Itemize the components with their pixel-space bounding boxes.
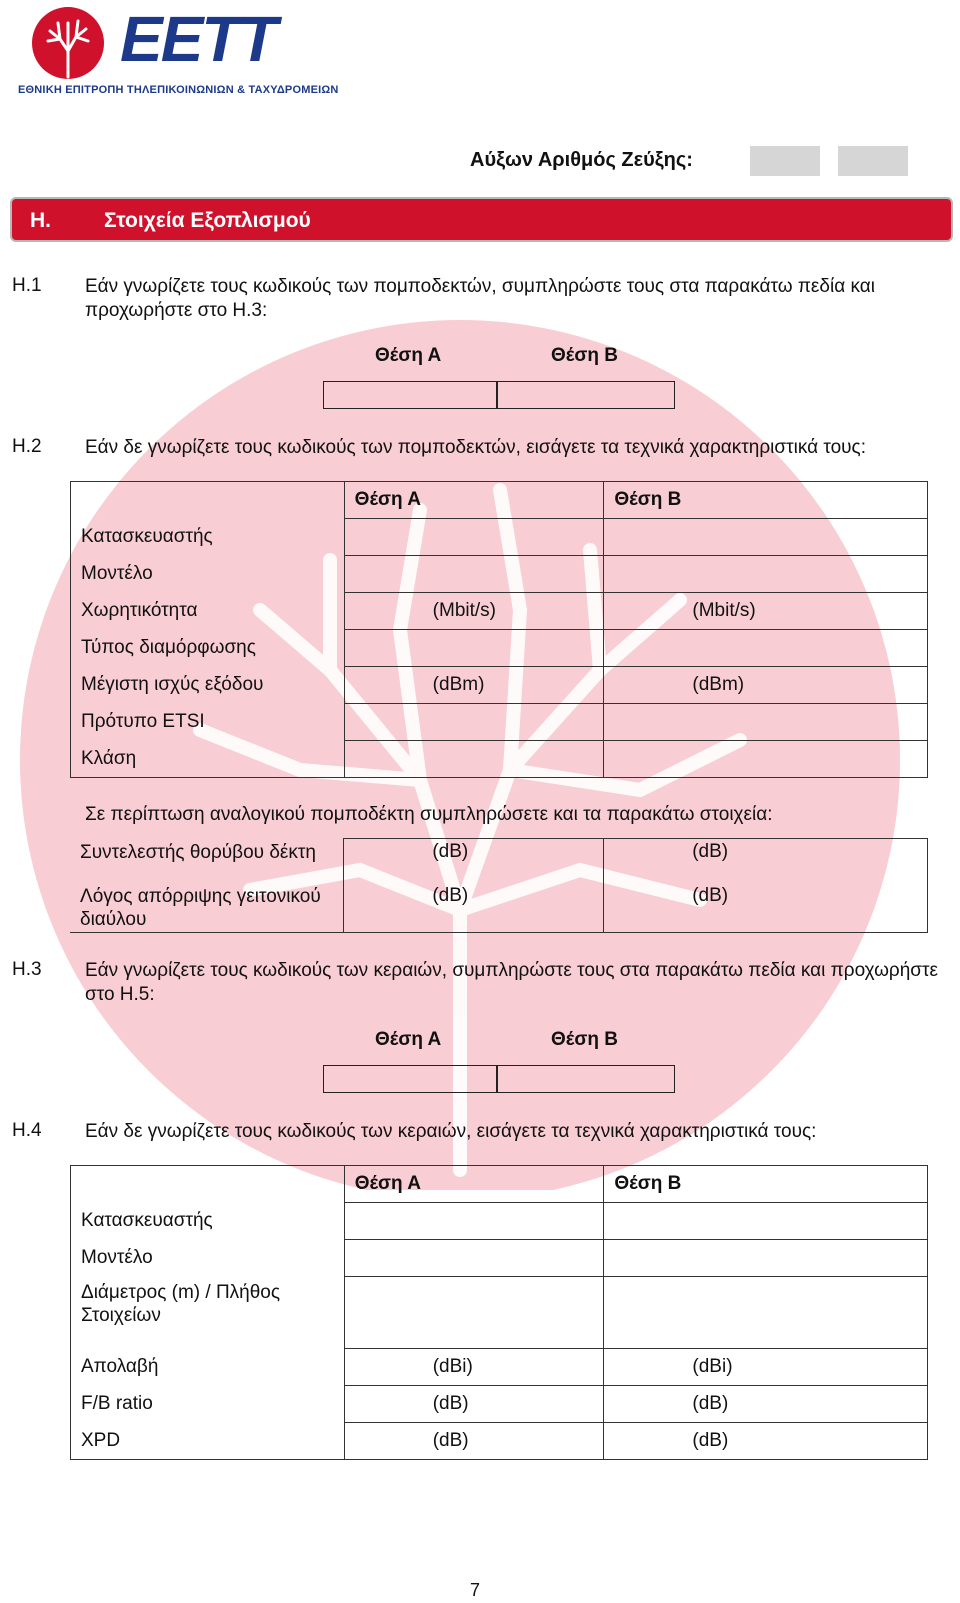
- h2-analog-table: [70, 838, 928, 933]
- section-number: Η.: [30, 209, 51, 232]
- h3-position-b-heading: Θέση Β: [551, 1029, 618, 1050]
- table-row: [70, 885, 928, 933]
- cell-position-b[interactable]: [604, 630, 928, 667]
- row-label: F/B ratio: [71, 1386, 345, 1423]
- eett-logo-text: EETT: [120, 3, 276, 75]
- section-title: Στοιχεία Εξοπλισμού: [104, 209, 311, 232]
- serial-number-field-2[interactable]: [838, 146, 908, 176]
- cell-position-b[interactable]: (dBi): [604, 1349, 928, 1386]
- cell-position-b[interactable]: (dB): [604, 1423, 928, 1460]
- cell-position-b[interactable]: [604, 1203, 928, 1240]
- cell-position-a[interactable]: (Mbit/s): [344, 593, 604, 630]
- table-row: [71, 630, 928, 667]
- table-row: [71, 741, 928, 778]
- row-label: Απολαβή: [71, 1349, 345, 1386]
- table-header-blank: [71, 1166, 345, 1203]
- cell-position-a[interactable]: (dBm): [344, 667, 604, 704]
- h3-antenna-code-b-input[interactable]: [496, 1065, 675, 1093]
- cell-position-b[interactable]: (dB): [604, 885, 928, 933]
- cell-position-a[interactable]: [344, 519, 604, 556]
- h4-antenna-table: [70, 1165, 928, 1460]
- cell-position-a[interactable]: [344, 1203, 604, 1240]
- item-number-h1: Η.1: [12, 275, 42, 296]
- row-label: Χωρητικότητα: [71, 593, 345, 630]
- table-row: [71, 1277, 928, 1349]
- cell-position-a[interactable]: (dBi): [344, 1349, 604, 1386]
- h3-antenna-code-a-input[interactable]: [323, 1065, 498, 1093]
- table-row: [71, 593, 928, 630]
- cell-position-b[interactable]: [604, 1240, 928, 1277]
- table-row: [71, 667, 928, 704]
- cell-position-b[interactable]: [604, 741, 928, 778]
- h2-transceiver-table: [70, 481, 928, 778]
- page-number: 7: [470, 1580, 481, 1600]
- eett-logo-subtitle: ΕΘΝΙΚΗ ΕΠΙΤΡΟΠΗ ΤΗΛΕΠΙΚΟΙΝΩΝΙΩΝ & ΤΑΧΥΔΡΟΜΕΙΩΝ: [18, 84, 339, 96]
- item-text-h1: Εάν γνωρίζετε τους κωδικούς των πομποδεκτών, συμπληρώστε τους στα παρακάτω πεδία και προχωρήστε στο Η.3:: [85, 276, 875, 321]
- item-number-h3: Η.3: [12, 959, 42, 980]
- row-label: Κλάση: [71, 741, 345, 778]
- serial-number-label: Αύξων Αριθμός Ζεύξης:: [470, 149, 693, 171]
- cell-position-a[interactable]: [344, 556, 604, 593]
- table-header-position-a: Θέση Α: [344, 482, 604, 519]
- table-row: [70, 839, 928, 885]
- cell-position-a[interactable]: [344, 1277, 604, 1349]
- cell-position-b[interactable]: [604, 1277, 928, 1349]
- row-label: Συντελεστής θορύβου δέκτη: [70, 839, 344, 885]
- table-row: [71, 704, 928, 741]
- row-label: Πρότυπο ETSI: [71, 704, 345, 741]
- h3-position-a-heading: Θέση Α: [375, 1029, 442, 1050]
- h1-position-b-heading: Θέση Β: [551, 345, 618, 366]
- cell-position-b[interactable]: (dBm): [604, 667, 928, 704]
- table-row: [71, 1386, 928, 1423]
- cell-position-a[interactable]: [344, 741, 604, 778]
- row-label: XPD: [71, 1423, 345, 1460]
- cell-position-a[interactable]: (dB): [344, 1386, 604, 1423]
- row-label: Τύπος διαμόρφωσης: [71, 630, 345, 667]
- cell-position-a[interactable]: [344, 1240, 604, 1277]
- table-header-position-a: Θέση Α: [344, 1166, 604, 1203]
- row-label: Μοντέλο: [71, 1240, 345, 1277]
- row-label: Μοντέλο: [71, 556, 345, 593]
- item-number-h4: Η.4: [12, 1120, 42, 1141]
- analog-transceiver-note: Σε περίπτωση αναλογικού πομποδέκτη συμπληρώσετε και τα παρακάτω στοιχεία:: [85, 804, 773, 825]
- item-text-h4: Εάν δε γνωρίζετε τους κωδικούς των κεραιών, εισάγετε τα τεχνικά χαρακτηριστικά τους:: [85, 1121, 817, 1142]
- cell-position-a[interactable]: (dB): [344, 1423, 604, 1460]
- table-row: [71, 556, 928, 593]
- table-header-row: [71, 1166, 928, 1203]
- table-row: [71, 1423, 928, 1460]
- cell-position-a[interactable]: [344, 704, 604, 741]
- row-label: Διάμετρος (m) / Πλήθος Στοιχείων: [71, 1277, 345, 1349]
- cell-position-a[interactable]: (dB): [344, 885, 604, 933]
- eett-logo-emblem: [30, 5, 106, 81]
- cell-position-b[interactable]: (dB): [604, 839, 928, 885]
- table-header-position-b: Θέση Β: [604, 482, 928, 519]
- table-row: [71, 519, 928, 556]
- item-number-h2: Η.2: [12, 436, 42, 457]
- item-text-h3: Εάν γνωρίζετε τους κωδικούς των κεραιών, συμπληρώστε τους στα παρακάτω πεδία και προχωρήστε στο Η.5:: [85, 960, 938, 1005]
- cell-position-b[interactable]: [604, 704, 928, 741]
- section-header: [10, 197, 953, 242]
- h1-position-a-heading: Θέση Α: [375, 345, 442, 366]
- item-text-h2: Εάν δε γνωρίζετε τους κωδικούς των πομποδεκτών, εισάγετε τα τεχνικά χαρακτηριστικά τους:: [85, 437, 866, 458]
- h1-transceiver-code-b-input[interactable]: [496, 381, 675, 409]
- table-header-row: [71, 482, 928, 519]
- table-header-blank: [71, 482, 345, 519]
- cell-position-b[interactable]: (dB): [604, 1386, 928, 1423]
- table-header-position-b: Θέση Β: [604, 1166, 928, 1203]
- cell-position-b[interactable]: (Mbit/s): [604, 593, 928, 630]
- cell-position-a[interactable]: (dB): [344, 839, 604, 885]
- serial-number-field-1[interactable]: [750, 146, 820, 176]
- row-label: Κατασκευαστής: [71, 519, 345, 556]
- row-label: Λόγος απόρριψης γειτονικού διαύλου: [70, 885, 344, 933]
- cell-position-b[interactable]: [604, 519, 928, 556]
- table-row: [71, 1203, 928, 1240]
- row-label: Κατασκευαστής: [71, 1203, 345, 1240]
- h1-transceiver-code-a-input[interactable]: [323, 381, 498, 409]
- row-label: Μέγιστη ισχύς εξόδου: [71, 667, 345, 704]
- cell-position-b[interactable]: [604, 556, 928, 593]
- cell-position-a[interactable]: [344, 630, 604, 667]
- table-row: [71, 1240, 928, 1277]
- table-row: [71, 1349, 928, 1386]
